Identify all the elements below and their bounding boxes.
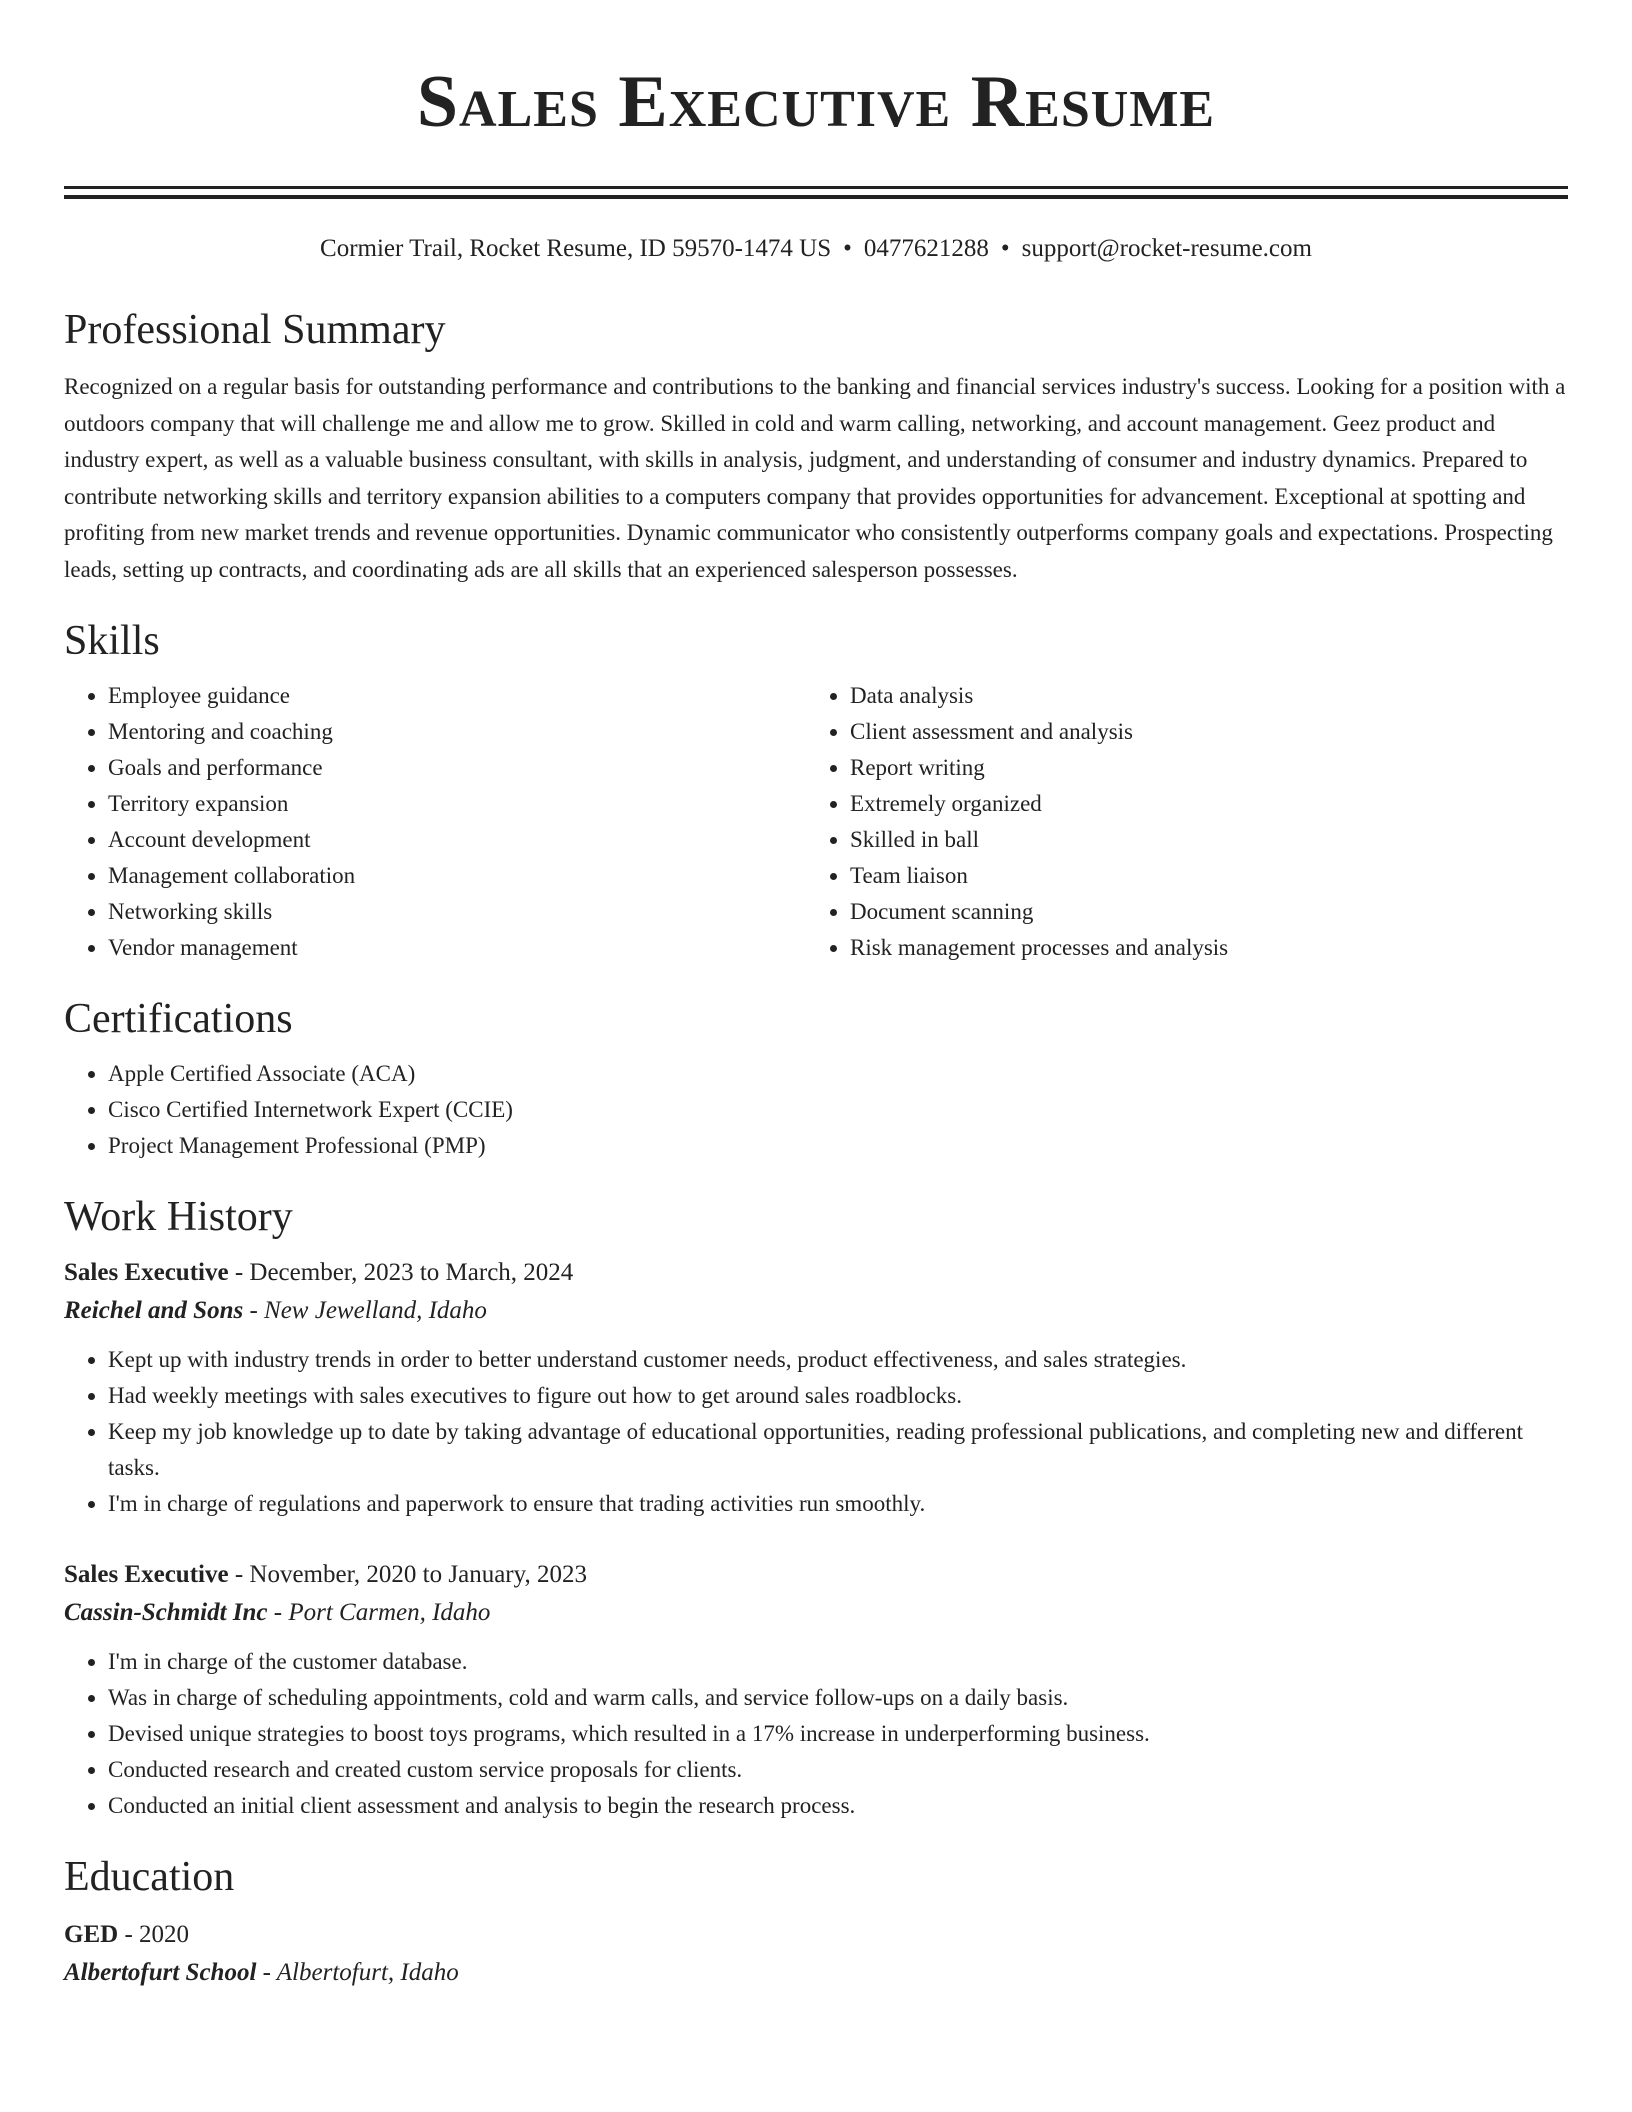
skill-item: • Employee guidance xyxy=(108,678,806,714)
company-location: New Jewelland, Idaho xyxy=(264,1297,487,1324)
contact-email: support@rocket-resume.com xyxy=(1021,235,1312,262)
contact-address: Cormier Trail, Rocket Resume, ID 59570-1474 US xyxy=(320,235,832,262)
section-heading-skills: Skills xyxy=(64,618,160,664)
job-bullet: • Was in charge of scheduling appointments, cold and warm calls, and service follow-ups on a daily basis. xyxy=(108,1680,1568,1716)
job-bullet: • Conducted research and created custom service proposals for clients. xyxy=(108,1752,1568,1788)
education-school: Albertofurt School xyxy=(64,1959,257,1986)
job-bullets xyxy=(64,1644,1568,1824)
skill-item: • Team liaison xyxy=(850,858,1548,894)
job-bullet: • Conducted an initial client assessment and analysis to begin the research process. xyxy=(108,1788,1568,1824)
skill-item: • Document scanning xyxy=(850,894,1548,930)
section-heading-education: Education xyxy=(64,1854,235,1900)
education-dash: - xyxy=(256,1959,277,1986)
certifications-list xyxy=(64,1056,1568,1164)
skill-item: • Vendor management xyxy=(108,930,806,966)
company-dash: - xyxy=(267,1599,289,1626)
skills-list xyxy=(64,678,1568,966)
job-bullet: • I'm in charge of the customer database. xyxy=(108,1644,1568,1680)
company-line xyxy=(64,1594,1568,1632)
company-name: Reichel and Sons xyxy=(64,1297,244,1324)
job-bullets xyxy=(64,1342,1568,1522)
skill-item: • Networking skills xyxy=(108,894,806,930)
job-title: Sales Executive xyxy=(64,1259,229,1286)
job-dash: - xyxy=(228,1259,250,1286)
company-dash: - xyxy=(243,1297,265,1324)
job-entry xyxy=(64,1556,1568,1824)
section-heading-summary: Professional Summary xyxy=(64,307,446,353)
skills-column-left xyxy=(64,678,806,966)
job-dates: November, 2020 to January, 2023 xyxy=(249,1561,587,1588)
job-dates: December, 2023 to March, 2024 xyxy=(249,1259,574,1286)
education-school-line xyxy=(64,1954,1568,1992)
company-location: Port Carmen, Idaho xyxy=(288,1599,491,1626)
skill-item: • Report writing xyxy=(850,750,1548,786)
job-dash: - xyxy=(228,1561,250,1588)
contact-separator: • xyxy=(1000,235,1010,262)
job-title-line xyxy=(64,1254,1568,1292)
title-divider-thick xyxy=(64,186,1568,189)
contact-separator: • xyxy=(843,235,852,262)
skill-item: • Management collaboration xyxy=(108,858,806,894)
skill-item: • Territory expansion xyxy=(108,786,806,822)
education-location: Albertofurt, Idaho xyxy=(276,1959,459,1986)
contact-line xyxy=(64,233,1568,265)
education-year: 2020 xyxy=(139,1921,190,1948)
skills-column-right xyxy=(806,678,1548,966)
skill-item: • Account development xyxy=(108,822,806,858)
skill-item: • Skilled in ball xyxy=(850,822,1548,858)
certification-item: • Project Management Professional (PMP) xyxy=(108,1128,1568,1164)
job-title: Sales Executive xyxy=(64,1561,229,1588)
company-name: Cassin-Schmidt Inc xyxy=(64,1599,268,1626)
education-dash: - xyxy=(118,1921,140,1948)
job-bullet: • Devised unique strategies to boost toys programs, which resulted in a 17% increase in underperforming business. xyxy=(108,1716,1568,1752)
company-line xyxy=(64,1292,1568,1330)
education-degree: GED xyxy=(64,1921,119,1948)
section-heading-work-history: Work History xyxy=(64,1194,293,1240)
skill-item: • Goals and performance xyxy=(108,750,806,786)
skill-item: • Client assessment and analysis xyxy=(850,714,1548,750)
skill-item: • Mentoring and coaching xyxy=(108,714,806,750)
resume-title: Sales Executive Resume xyxy=(416,61,1216,143)
job-entry xyxy=(64,1254,1568,1522)
section-heading-certifications: Certifications xyxy=(64,996,293,1042)
contact-phone: 0477621288 xyxy=(863,235,989,262)
certification-item: • Cisco Certified Internetwork Expert (CCIE) xyxy=(108,1092,1568,1128)
job-bullet: • Had weekly meetings with sales executives to figure out how to get around sales roadblocks. xyxy=(108,1378,1568,1414)
skill-item: • Data analysis xyxy=(850,678,1548,714)
skill-item: • Risk management processes and analysis xyxy=(850,930,1548,966)
summary-text: Recognized on a regular basis for outstanding performance and contributions to the banking and financial services industry's success. Looking for a position with a outdoors company that will challenge me and allow me to grow. Skilled in cold and warm calling, networking, and account management. Geez product and industry expert, as well as a valuable business consultant, with skills in analysis, judgment, and understanding of consumer and industry dynamics. Prepared to contribute networking skills and territory expansion abilities to a computers company that provides opportunities for advancement. Exceptional at spotting and profiting from new market trends and revenue opportunities. Dynamic communicator who consistently outperforms company goals and expectations. Prospecting leads, setting up contracts, and coordinating ads are all skills that an experienced salesperson possesses. xyxy=(64,374,1566,582)
job-title-line xyxy=(64,1556,1568,1594)
job-bullet: • Kept up with industry trends in order to better understand customer needs, product effectiveness, and sales strategies. xyxy=(108,1342,1568,1378)
job-bullet: • Keep my job knowledge up to date by taking advantage of educational opportunities, reading professional publications, and completing new and different tasks. xyxy=(108,1414,1568,1486)
skill-item: • Extremely organized xyxy=(850,786,1548,822)
certification-item: • Apple Certified Associate (ACA) xyxy=(108,1056,1568,1092)
title-divider-thin xyxy=(64,195,1568,199)
education-degree-line xyxy=(64,1916,1568,1954)
job-bullet: • I'm in charge of regulations and paperwork to ensure that trading activities run smoothly. xyxy=(108,1486,1568,1522)
